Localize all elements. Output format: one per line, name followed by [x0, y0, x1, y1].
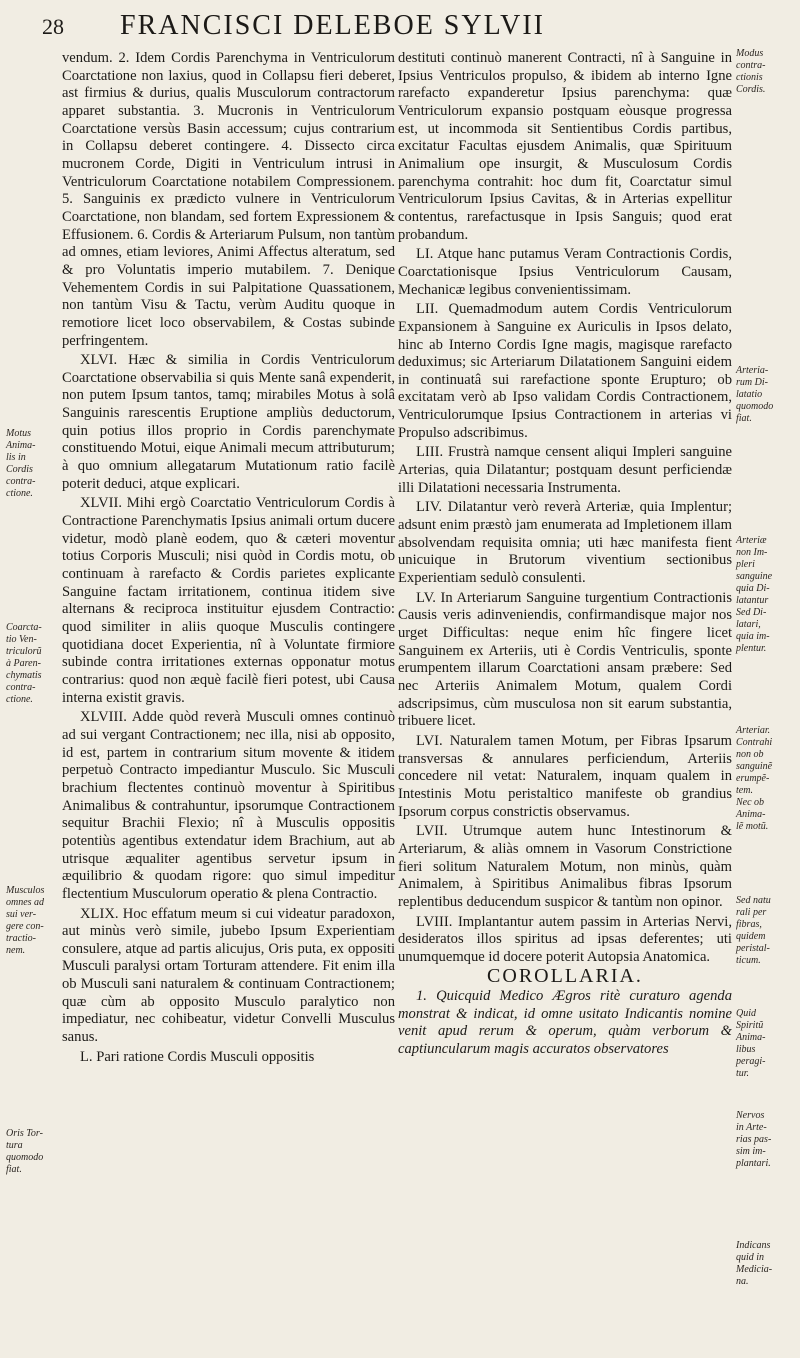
margin-note: Coarcta- tio Ven- triculorũ à Paren- chymatis contra- ctione. — [6, 622, 42, 705]
paragraph: LVIII. Implantantur autem passim in Arterias Nervi, desideratos illos spiritus ad ipsas deferentes; uti unumquemque id docere poterit Autopsia Anatomica. — [398, 913, 732, 965]
paragraph: L. Pari ratione Cordis Musculi oppositis — [80, 1048, 315, 1065]
margin-note: Arteriæ non Im- pleri sanguine quia Di- latantur Sed Di- latari, quia im- plentur. — [736, 535, 773, 654]
margin-note: Indicans quid in Medicia- na. — [736, 1240, 773, 1287]
paragraph: XLVI. Hæc & similia in Cordis Ventriculorum Coarctatione observabilia si quis Mente sanâ expenderit, non putem Ipsum tantos, tamq; mirabiles Motus à solâ Sanguinis rarescentis Eruptione ampliùs deductorum, quin potius illos proprio in Cordis parenchymate constituendo Motui, eique Animali mecum attributurum; à quo omnium allegatarum Mutationum ratio facilè poterit deduci, atque explicari. — [62, 352, 395, 492]
page-header — [0, 8, 800, 50]
margin-note: Motus Anima- lis in Cordis contra- ctione. — [6, 428, 36, 499]
paragraph: XLVIII. Adde quòd reverà Musculi omnes continuò ad sui vergant Contractionem; nec illa, nisi ab opposito, id est, partem in contrarium situm movente & itidem perpetuò Contracto impediantur Musculo. Sic Musculi brachium flectentes continuò moventur à Spiritibus Animalibus & contrahuntur, ipsorumque Contractionem sequitur Brachii Flexio; nî à Musculis oppositis potentiùs agentibus extendatur idem Brachium, aut ab utrisque æqualiter agentibus servetur ipsum in æquilibrio & quodam rigore: quo simul impeditur flectentium Musculorum operatio & plena Contractio. — [62, 709, 395, 902]
paragraph: LIII. Frustrà namque censent aliqui Impleri sanguine Arterias, quia Dilatantur; postquam desunt perficiendæ illi Dilatationi necessaria Instrumenta. — [398, 444, 732, 496]
paragraph: LII. Quemadmodum autem Cordis Ventriculorum Expansionem à Sanguine ex Auriculis in Ipsos delato, hinc ab Interno Cordis Igne magis, magisque rarefacto deduximus; sic Arteriarum Dilatationem Sanguini eidem in continuatâ sui rarefactione sponte Erupturo; ob excitatam verò ab Ipso validam Cordis Contractionem, Ventriculorumque Ipsius Contractionem in arterias vi Propulso adscribimus. — [398, 301, 732, 441]
margin-note: Arteriar. Contrahi non ob sanguinẽ erumpẽ- tem. Nec ob Anima- lẽ motũ. — [736, 725, 773, 832]
page-number: 28 — [42, 14, 64, 39]
margin-note: Nervos in Arte- rias pas- sim im- plantari. — [736, 1110, 772, 1169]
paragraph: LI. Atque hanc putamus Veram Contractionis Cordis, Coarctationisque Ipsius Ventriculorum Causam, Mechanicæ legibus convenientissimam. — [398, 246, 732, 298]
paragraph: LVI. Naturalem tamen Motum, per Fibras Ipsarum transversas & annulares perficiendum, Arteriis concedere nil vetat: Naturalem, inquam qualem in Intestinis Motu peristaltico manifeste ob grandius Ipsorum corpus constrictis observamus. — [398, 732, 732, 820]
margin-note: Musculos omnes ad sui ver- gere con- tractio- nem. — [6, 885, 45, 956]
paragraph: LVII. Utrumque autem hunc Intestinorum & Arteriarum, & aliàs omnem in Vasorum Constrictione fieri solitum Naturalem Motum, non minùs, quàm Animalem, à Spiritibus Animalibus fibras Ipsorum replentibus deducendum suspicor & tantùm non opinor. — [398, 823, 732, 910]
paragraph: LIV. Dilatantur verò reverà Arteriæ, quia Implentur; adsunt enim præstò jam enumerata ad Impletionem illam absolvendam requisita omnia; uti hæc manifesta fient unicuique in Brutorum viventium sectionibus Experientiam sedulò consulenti. — [398, 499, 732, 587]
right-column — [398, 50, 732, 1061]
paragraph: LV. In Arteriarum Sanguine turgentium Contractionis Causis veris adinveniendis, confirmandisque major nos urget Difficultas: neque enim hîc fingere licet Sanguinem ex Arteriis, uti è Cordis Ventriculis, sponte erumpentem illarum Coarctationi ansam præbere: Sed nec Arteriis Animalem Motum, qualem Cordi adscripsimus, cùm musculosa non sit earum substantia, tribuere licet. — [398, 589, 732, 730]
corollaria-heading: COROLLARIA. — [487, 965, 643, 988]
margin-note: Oris Tor- tura quomodo fiat. — [6, 1128, 44, 1175]
margin-note: Sed natu rali per fibras, quidem peristal- ticum. — [736, 895, 771, 966]
margin-note: Quid Spiritũ Anima- libus peragi- tur. — [736, 1008, 766, 1079]
paragraph: XLIX. Hoc effatum meum si cui videatur paradoxon, aut minùs verò simile, jubebo Ipsum Experientiam consulere, atque ad partis alicujus, Oris puta, ex oppositi Musculi paralysi ortam Torturam attendere. Fit enim illa ob Musculi sani naturalem & continuam Contractionem; quæ cùm ab opposito Musculo paralytico non impediatur, nec cohibeatur, videtur Convelli Musculus sanus. — [62, 905, 395, 1046]
paragraph: vendum. 2. Idem Cordis Parenchyma in Ventriculorum Coarctatione non laxius, quod in Collapsu fieri deberet, ast firmius & durius, qualis Musculorum contractorum apparet substantia. 3. Mucronis in Ventriculorum Coarctatione versùs Basin accessum; cujus contrarium in Collapsu deberet contingere. 4. Dissecto circa mucronem Corde, Digiti in Ventriculum intrusi in Ventriculorum Coarctatione notabilem Compressionem. 5. Sanguinis ex prædicto vulnere in Ventriculorum Coarctatione, non blandam, sed fortem Expressionem & Effusionem. 6. Cordis & Arteriarum Pulsum, non tantùm ad omnes, etiam leviores, Animi Affectus alteratum, sed & pro Voluntatis imperio mutabilem. 7. Denique Vehementem Cordis in sui Palpitatione Quassationem, non tantùm Visu & Tactu, verùm Auditu quoque in remotiore licet loco observabilem, & Costas subinde perfringentem. — [62, 50, 395, 349]
margin-note: Arteria- rum Di- latatio quomodo fiat. — [736, 365, 774, 424]
corollaria-paragraph: 1. Quicquid Medico Ægros ritè curaturo agenda monstrat & indicat, id omne usitato Indicantis nomine venit apud rerum & operum, quàm verborum & captiuncularum magis accuratos observatores — [398, 988, 732, 1058]
left-column — [62, 50, 395, 1068]
paragraph: XLVII. Mihi ergò Coarctatio Ventriculorum Cordis à Contractione Parenchymatis Ipsius animali ortum ducere videtur, modò planè eodem, quo & cæteri moventur totius Corporis Musculi; nisi quòd in Cordis motu, ob continuam à rarefacto & Cordis parietes explicante Sanguine factam irritationem, continua itidem sive alternans & reciproca instituitur ejusdem Contractio: quod similiter in aliis quoque Musculis contingere quotidiana docet Experientia, nî à Voluntate firmiore subinde contra irritationes externas opponatur motus contrarius: quod non æquè facilè fieri potest, ubi Causa interna existit gravis. — [62, 495, 395, 706]
running-head: FRANCISCI DELEBOE SYLVII — [120, 10, 545, 41]
paragraph: destituti continuò manerent Contracti, nî à Sanguine in Ipsius Ventriculos propulso, & ibidem ab interno Igne rarefacto expanderetur Ipsius parenchyma: quæ Ventriculorum expansio postquam eòusque progressa est, ut incommoda sit Sentientibus Cordis partibus, excitatur Facultas ejusdem Animalis, quæ Spirituum Animalium ope insurgit, & Musculosum Cordis parenchyma contrahit: hoc dum fit, Coarctatur simul Ventriculorum Ipsius Cavitas, & in Arterias expellitur contentus, rarefactusque in Ipsis Sanguis; quod erat probandum. — [398, 50, 732, 243]
margin-note: Modus contra- ctionis Cordis. — [736, 48, 766, 95]
